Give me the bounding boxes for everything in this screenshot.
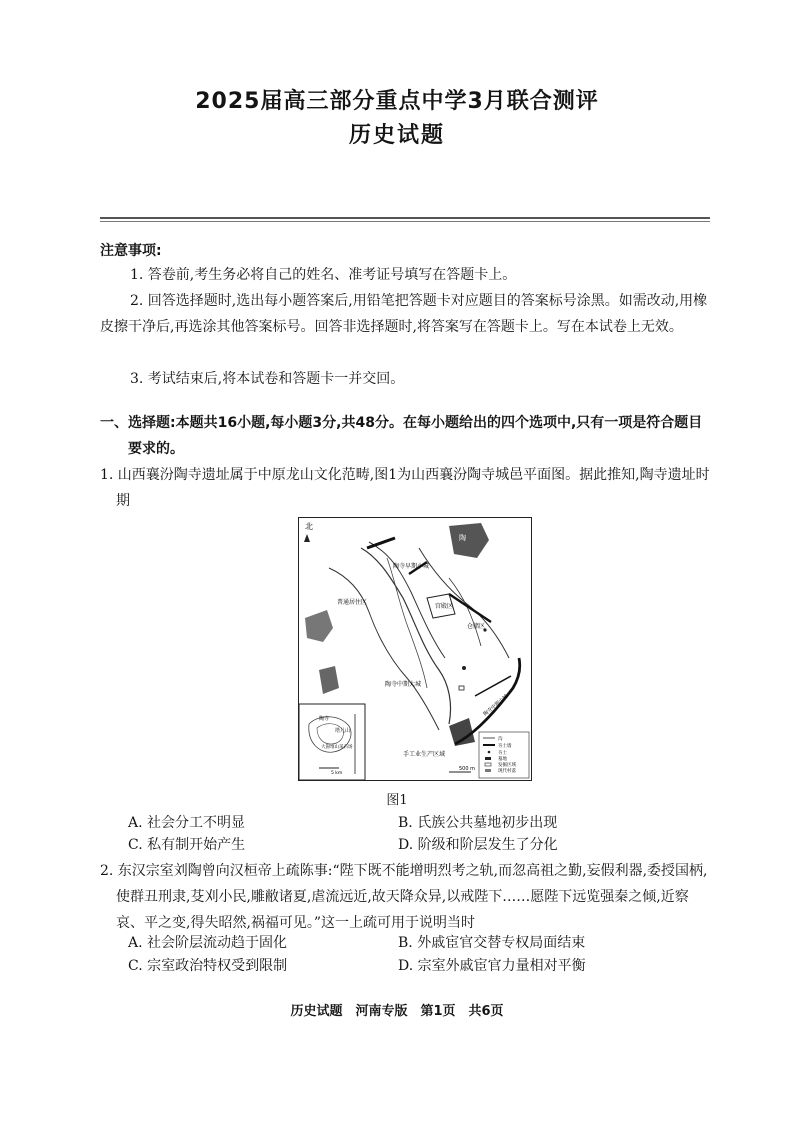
label-palace-area: 宫殿区 [435,603,454,610]
q1-option-c[interactable]: C. 私有制开始产生 [128,837,246,853]
gully-line-6 [387,558,430,688]
q1-option-a[interactable]: A. 社会分工不明显 [128,815,246,831]
legend-symbol-cemetery [485,757,491,760]
q1-option-b[interactable]: B. 氏族公共墓地初步出现 [398,815,558,831]
notice-item-2: 2. 回答选择题时,选出每小题答案后,用铅笔把答题卡对应题目的答案标号涂黑。如需改动,用橡皮擦干净后,再选涂其他答案标号。回答非选择题时,将答案写在答题卡上。写在本试卷上无效。 [100,293,708,335]
notice-heading: 注意事项: [100,243,162,259]
q2-option-a[interactable]: A. 社会阶层流动趋于固化 [128,935,288,951]
north-arrow-icon [304,534,310,542]
page-footer: 历史试题 河南专版 第1页 共6页 [290,1004,504,1019]
legend-label-5: 发掘区域 [498,763,516,768]
inset-label-site: 陶寺 [319,716,330,722]
q1-option-d[interactable]: D. 阶级和阶层发生了分化 [398,837,558,853]
q2-option-b[interactable]: B. 外戚宦官交替专权局面结束 [398,935,586,951]
modern-village-sw [319,666,339,694]
legend-label-1: 沟 [498,737,503,742]
legend-label-6: 现代村落 [498,769,516,774]
label-mid-big-city: 陶寺中期大城 [385,681,422,688]
mid-small-city-wall [475,676,511,696]
header-rule-thick [100,217,710,219]
mid-city-wall-ne [449,594,491,622]
gully-line-2 [369,542,445,658]
site-dot-1 [462,666,466,670]
legend-label-2: 夯土墙 [498,744,512,749]
taosi-map-svg [299,518,531,780]
label-early-small-city: 陶寺早期小城 [393,563,430,570]
label-commoner-area: 普通居住区 [337,599,368,606]
legend-symbol-rammed [488,751,491,754]
label-mid-small-city: 陶寺中期小城 [482,693,510,718]
modern-village-w [305,610,333,642]
village-ne-label: 陶 [459,534,466,542]
question-1-stem: 1. 山西襄汾陶寺遗址属于中原龙山文化范畴,图1为山西襄汾陶寺城邑平面图。据此推知,陶寺遗址时期 [100,467,710,509]
modern-village-ne [449,523,489,558]
inset-label-mountain: 塔儿山 [335,728,351,734]
notice-item-3: 3. 考试结束后,将本试卷和答题卡一并交回。 [130,371,405,387]
legend-symbol-village [485,769,491,772]
exam-title: 2025届高三部分重点中学3月联合测评 [195,89,599,114]
label-craft-area: 手工业生产区域 [403,751,446,758]
header-rule-thin [100,221,710,222]
legend-label-4: 墓地 [498,757,507,762]
figure-1-caption: 图1 [386,793,408,808]
inset-scale-label: 5 km [331,771,343,776]
question-2-stem: 2. 东汉宗室刘陶曾向汉桓帝上疏陈事:“陛下既不能增明烈考之轨,而忽高祖之勤,妄假利器,委授国柄,使群丑刑隶,芟刈小民,雕敝诸夏,虐流远近,故天降众异,以戒陛下……愿陛下远览强秦之倾,近察哀、平之变,得失昭然,祸福可见。”这一上疏可用于说明当时 [100,863,708,931]
inset-label-quarry: 大崮堆山采石场 [321,745,353,750]
site-rect-1 [459,686,464,690]
north-label: 北 [305,522,313,531]
section-heading: 一、选择题:本题共16小题,每小题3分,共48分。在每小题给出的四个选项中,只有一项是符合题目要求的。 [100,415,703,457]
exam-subject-title: 历史试题 [348,123,445,148]
legend-label-3: 夯土 [498,751,507,756]
notice-item-1: 1. 答卷前,考生务必将自己的姓名、准考证号填写在答题卡上。 [130,267,517,283]
q2-option-c[interactable]: C. 宗室政治特权受到限制 [128,958,288,974]
q2-option-d[interactable]: D. 宗室外戚宦官力量相对平衡 [398,958,586,974]
figure-1-map [298,517,532,781]
main-scale-label: 500 m [459,766,476,772]
label-storage-area: 仓储区 [467,623,486,630]
